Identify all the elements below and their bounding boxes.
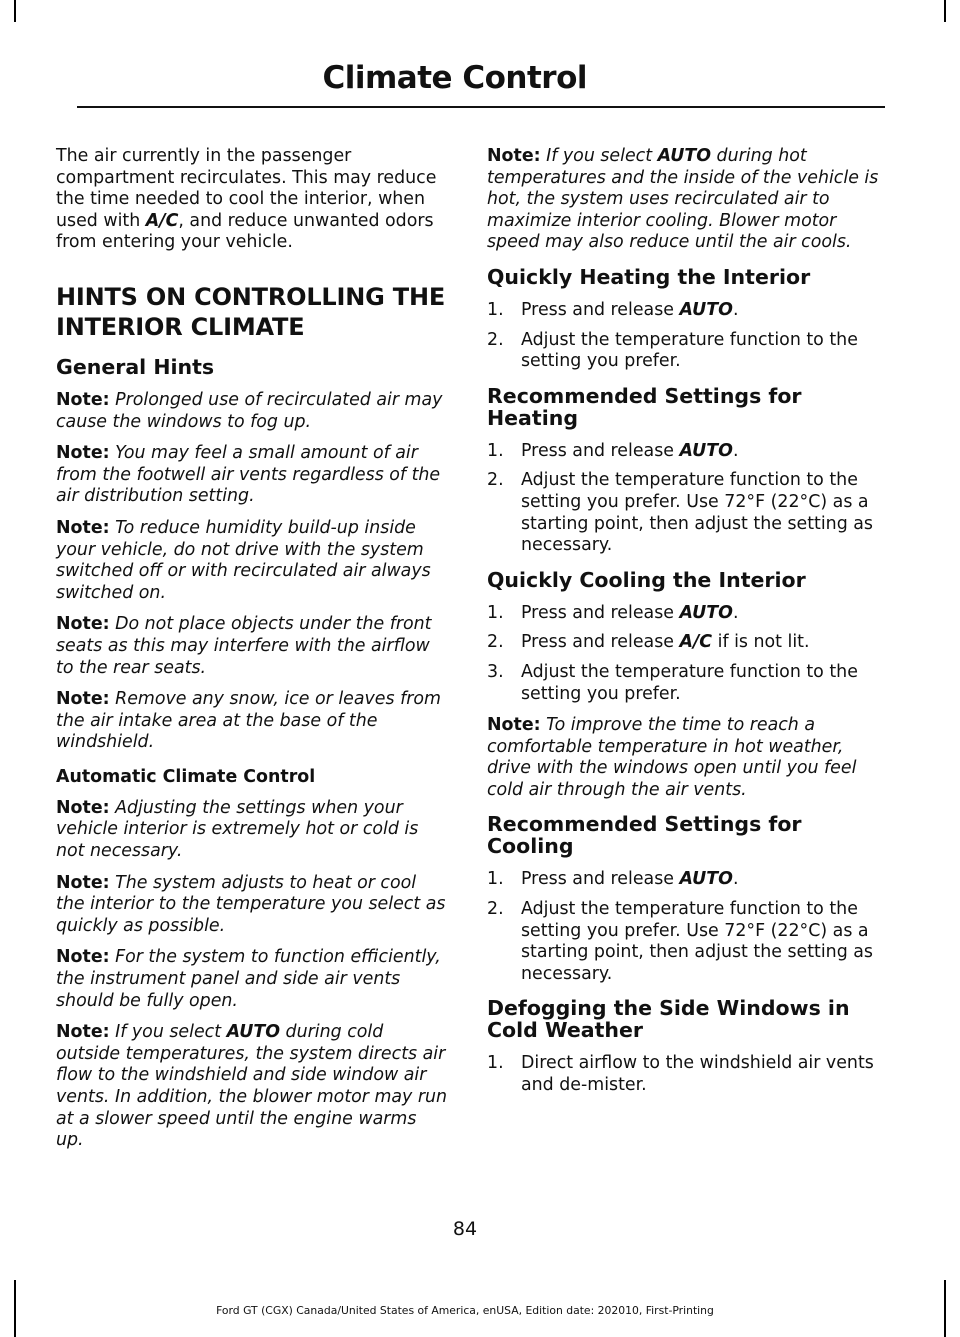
quick-heat-heading: Quickly Heating the Interior (487, 264, 811, 289)
quick-cool-heading: Quickly Cooling the Interior (487, 567, 806, 592)
list-item: 1. Press and release AUTO. (487, 602, 739, 623)
list-item: 2. Adjust the temperature function to the setting you prefer. Use 72°F (22°C) as a starting point, then adjust the setting as necessary. (487, 899, 873, 984)
list-item: 2. Adjust the temperature function to the setting you prefer. (487, 329, 858, 372)
page-number: 84 (452, 1218, 478, 1240)
automatic-climate-heading: Automatic Climate Control (56, 766, 316, 787)
crop-mark-bottom-right (944, 1280, 946, 1337)
list-item: 2. Adjust the temperature function to the setting you prefer. Use 72°F (22°C) as a starting point, then adjust the setting as necessary. (487, 470, 873, 556)
section-heading: HINTS ON CONTROLLING THE INTERIOR CLIMATE (56, 282, 446, 341)
note-paragraph: Note: Remove any snow, ice or leaves from the air intake area at the base of the windshield. (56, 689, 441, 753)
defogging-steps (487, 1053, 882, 1096)
list-item: 1. Press and release AUTO. (487, 869, 739, 890)
recommended-heating-heading: Recommended Settings for Heating (487, 383, 802, 430)
list-item: 1. Press and release AUTO. (487, 299, 739, 320)
general-hints-heading: General Hints (56, 354, 215, 379)
note-paragraph: Note: The system adjusts to heat or cool the interior to the temperature you select as quickly as possible. (56, 872, 446, 936)
left-column (56, 146, 448, 1162)
recommended-cooling-heading: Recommended Settings for Cooling (487, 812, 802, 859)
quick-heat-steps (487, 300, 882, 373)
crop-mark-top-left (14, 0, 16, 22)
page-footer: Ford GT (CGX) Canada/United States of America, enUSA, Edition date: 202010, First-Printing (216, 1304, 714, 1317)
note-paragraph: Note: If you select AUTO during hot temperatures and the inside of the vehicle is hot, the system uses recirculated air to maximize interior cooling. Blower motor speed may also reduce until the air cools. (487, 146, 879, 253)
crop-mark-top-right (944, 0, 946, 22)
note-paragraph: Note: To reduce humidity build-up inside your vehicle, do not drive with the system switched off or with recirculated air always switched on. (56, 517, 431, 603)
note-paragraph: Note: Prolonged use of recirculated air may cause the windows to fog up. (56, 389, 443, 432)
list-item: 2. Press and release A/C if is not lit. (487, 632, 810, 653)
note-paragraph: Note: For the system to function efficiently, the instrument panel and side air vents should be fully open. (56, 947, 441, 1011)
list-item: 1. Direct airflow to the windshield air vents and de-mister. (487, 1053, 874, 1096)
recommended-cooling-steps (487, 869, 882, 985)
right-column (487, 146, 882, 1107)
note-paragraph: Note: Do not place objects under the front seats as this may interfere with the airflow to the rear seats. (56, 614, 432, 678)
list-item: 3. Adjust the temperature function to the setting you prefer. (487, 661, 858, 704)
intro-paragraph: The air currently in the passenger compartment recirculates. This may reduce the time needed to cool the interior, when used with A/C, and reduce unwanted odors from entering your vehicle. (56, 146, 437, 253)
note-paragraph: Note: If you select AUTO during cold outside temperatures, the system directs air flow to the windshield and side window air vents. In addition, the blower motor may run at a slower speed until the engine warms up. (56, 1022, 448, 1151)
recommended-heating-steps (487, 441, 882, 557)
defogging-heading: Defogging the Side Windows in Cold Weather (487, 996, 850, 1043)
page-title: Climate Control (322, 60, 587, 96)
quick-cool-steps (487, 603, 882, 705)
header-divider (77, 106, 885, 108)
note-paragraph: Note: To improve the time to reach a comfortable temperature in hot weather, drive with the windows open until you feel cold air through the air vents. (487, 715, 857, 800)
note-paragraph: Note: You may feel a small amount of air from the footwell air vents regardless of the air distribution setting. (56, 443, 441, 507)
note-paragraph: Note: Adjusting the settings when your vehicle interior is extremely hot or cold is not necessary. (56, 797, 419, 862)
list-item: 1. Press and release AUTO. (487, 440, 739, 461)
